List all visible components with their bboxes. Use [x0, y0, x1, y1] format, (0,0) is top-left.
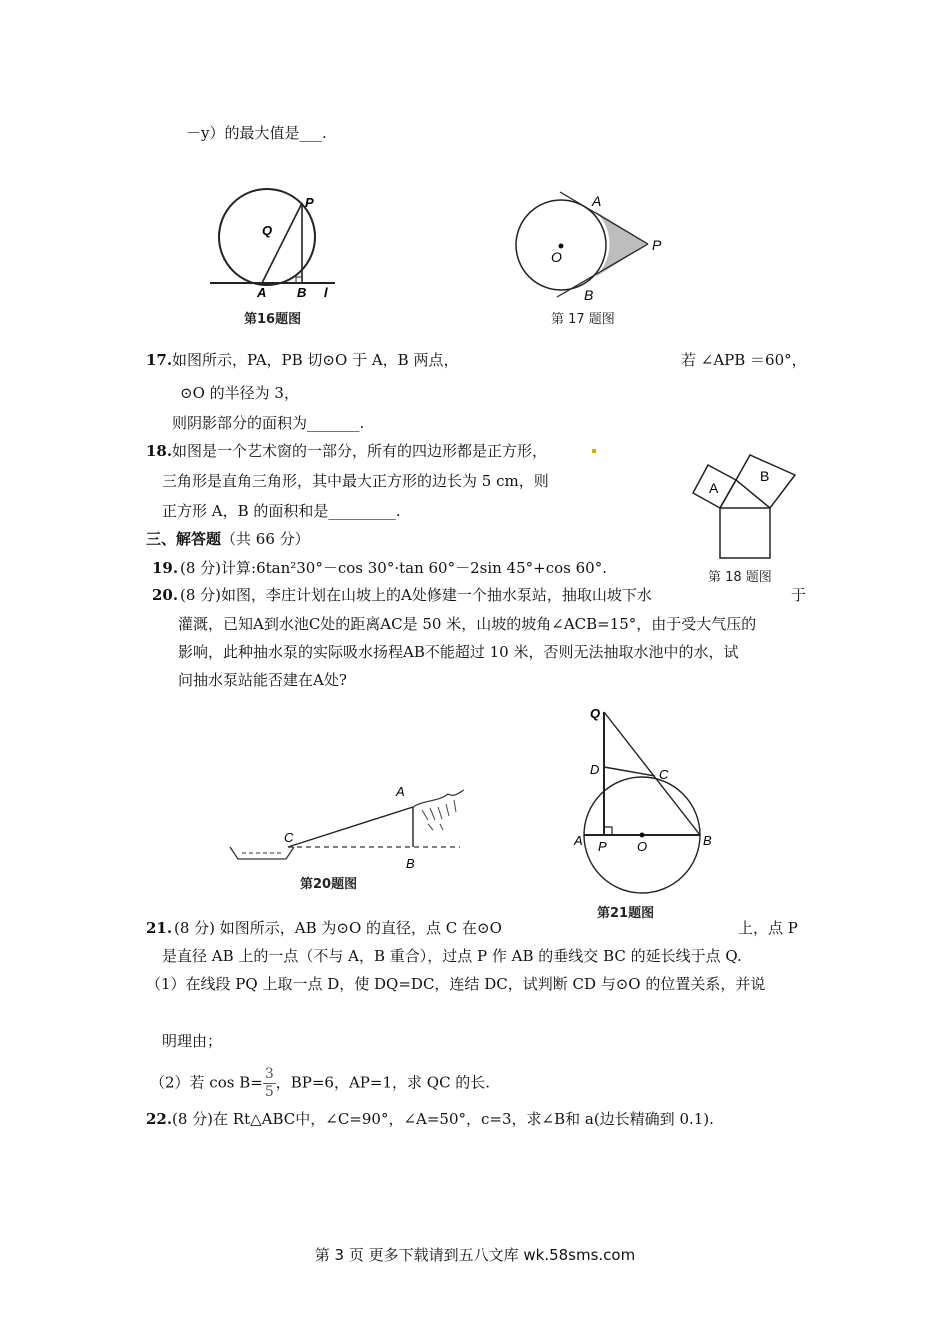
fig17-tangent-pa [560, 192, 648, 244]
q21-line5-end: ，BP=6，AP=1，求 QC 的长. [275, 1073, 491, 1092]
fig17-shaded-region [594, 210, 648, 278]
fig21-center-dot [640, 833, 645, 838]
q19-number: 19. [152, 559, 179, 577]
page-footer: 第 3 页 更多下载请到五八文库 wk.58sms.com [314, 1246, 636, 1264]
q21-line2: 是直径 AB 上的一点（不与 A，B 重合），过点 P 作 AB 的垂线交 BC 的延长线于点 Q. [162, 947, 742, 965]
fig21-label-b: B [703, 833, 712, 848]
q22-number: 22. [146, 1110, 173, 1128]
fig20-hill [413, 790, 464, 807]
q18-line1: 如图是一个艺术窗的一部分，所有的四边形都是正方形， [172, 442, 548, 460]
q17-line2: ⊙O 的半径为 3， [180, 384, 299, 402]
fig17-tangent-pb [557, 244, 648, 297]
q21-number: 21. [146, 919, 173, 937]
q18-line3: 正方形 A，B 的面积和是_________. [162, 502, 401, 520]
figure-17 [505, 190, 675, 305]
fig18-label-a: A [709, 480, 719, 496]
q19-text: (8 分)计算:6tan²30°－cos 30°·tan 60°－2sin 45°+cos 60°. [180, 559, 607, 577]
figure-20 [228, 780, 468, 875]
section-3-note: （共 66 分） [221, 530, 310, 548]
fig18-large-square [720, 508, 770, 558]
fig21-right-angle-mark [604, 827, 612, 835]
figure-21 [570, 700, 730, 900]
q21-line5-start: （2）若 cos B= [150, 1073, 263, 1092]
q21-line1: (8 分) 如图所示，AB 为⊙O 的直径，点 C 在⊙O [174, 919, 502, 937]
fig20-label-c: C [284, 830, 294, 845]
fig16-caption: 第16题图 [244, 312, 302, 327]
section-3-title: 三、解答题 [146, 530, 222, 548]
figure-18 [690, 455, 810, 565]
fig17-caption: 第 17 题图 [551, 312, 615, 327]
fig21-caption: 第21题图 [597, 906, 655, 921]
fig20-caption: 第20题图 [300, 877, 358, 892]
fig20-pool [230, 847, 294, 859]
q20-number: 20. [152, 586, 179, 604]
fraction-three-fifths [263, 1066, 276, 1101]
fig20-slope-ca [288, 807, 413, 847]
q21-line3: （1）在线段 PQ 上取一点 D，使 DQ=DC，连结 DC，试判断 CD 与⊙O 的位置关系，并说 [146, 975, 766, 993]
q20-line2: 灌溉，已知A到水池C处的距离AC是 50 米，山坡的坡角∠ACB=15°，由于受大气压的 [178, 615, 757, 633]
fig21-label-o: O [637, 839, 648, 854]
fig18-caption: 第 18 题图 [708, 570, 772, 585]
fraction-numerator: 3 [264, 1066, 274, 1082]
q20-line3: 影响，此种抽水泵的实际吸水扬程AB不能超过 10 米，否则无法抽取水池中的水，试 [178, 643, 739, 661]
decorative-dot [592, 449, 596, 453]
q21-line5 [150, 1066, 490, 1101]
fig17-label-p: P [652, 237, 662, 253]
q16-continuation: －y）的最大值是___. [186, 124, 327, 142]
q17-number: 17. [146, 351, 173, 369]
q18-line2: 三角形是直角三角形，其中最大正方形的边长为 5 cm，则 [162, 472, 549, 490]
q20-line1-end: 于 [791, 586, 807, 604]
fig18-label-b: B [760, 468, 770, 484]
q18-number: 18. [146, 442, 173, 460]
fig21-label-a: A [574, 833, 583, 848]
q22-text: (8 分)在 Rt△ABC中，∠C=90°，∠A=50°，c=3，求∠B和 a(边长精确到 0.1). [172, 1110, 714, 1128]
fig16-label-a: A [257, 285, 267, 300]
fig21-label-d: D [590, 762, 600, 777]
fig16-label-b: B [297, 285, 307, 300]
q21-line1-end: 上，点 P [738, 919, 798, 937]
fig17-label-o: O [551, 249, 562, 265]
fig17-label-b: B [584, 287, 594, 303]
fig16-label-l: l [324, 285, 328, 300]
fig20-label-a: A [396, 784, 405, 799]
q17-line1: 如图所示，PA，PB 切⊙O 于 A，B 两点， [172, 351, 459, 369]
fig16-label-p: P [305, 195, 314, 210]
section-3-heading [146, 528, 310, 550]
q17-line3: 则阴影部分的面积为_______. [172, 414, 365, 432]
q17-line1-end: 若 ∠APB ＝60°， [681, 351, 807, 369]
fig18-triangle-side [720, 480, 736, 508]
fig17-label-a: A [592, 193, 602, 209]
fraction-denominator: 5 [264, 1084, 274, 1100]
fig17-center-dot [559, 244, 564, 249]
fig21-line-qb [604, 712, 700, 835]
fig21-label-q: Q [590, 706, 601, 721]
fig20-hill-hatching [422, 800, 456, 830]
q21-line4: 明理由； [162, 1032, 223, 1050]
fig21-label-p: P [598, 839, 607, 854]
figure-16 [205, 185, 345, 310]
fig20-label-b: B [406, 856, 415, 871]
fig21-label-c: C [659, 767, 669, 782]
q20-line1: (8 分)如图，李庄计划在山坡上的A处修建一个抽水泵站，抽取山坡下水 [180, 586, 652, 604]
fig16-label-q: Q [262, 223, 273, 238]
q20-line4: 问抽水泵站能否建在A处? [178, 671, 347, 689]
fig16-chord-ap [262, 203, 302, 283]
